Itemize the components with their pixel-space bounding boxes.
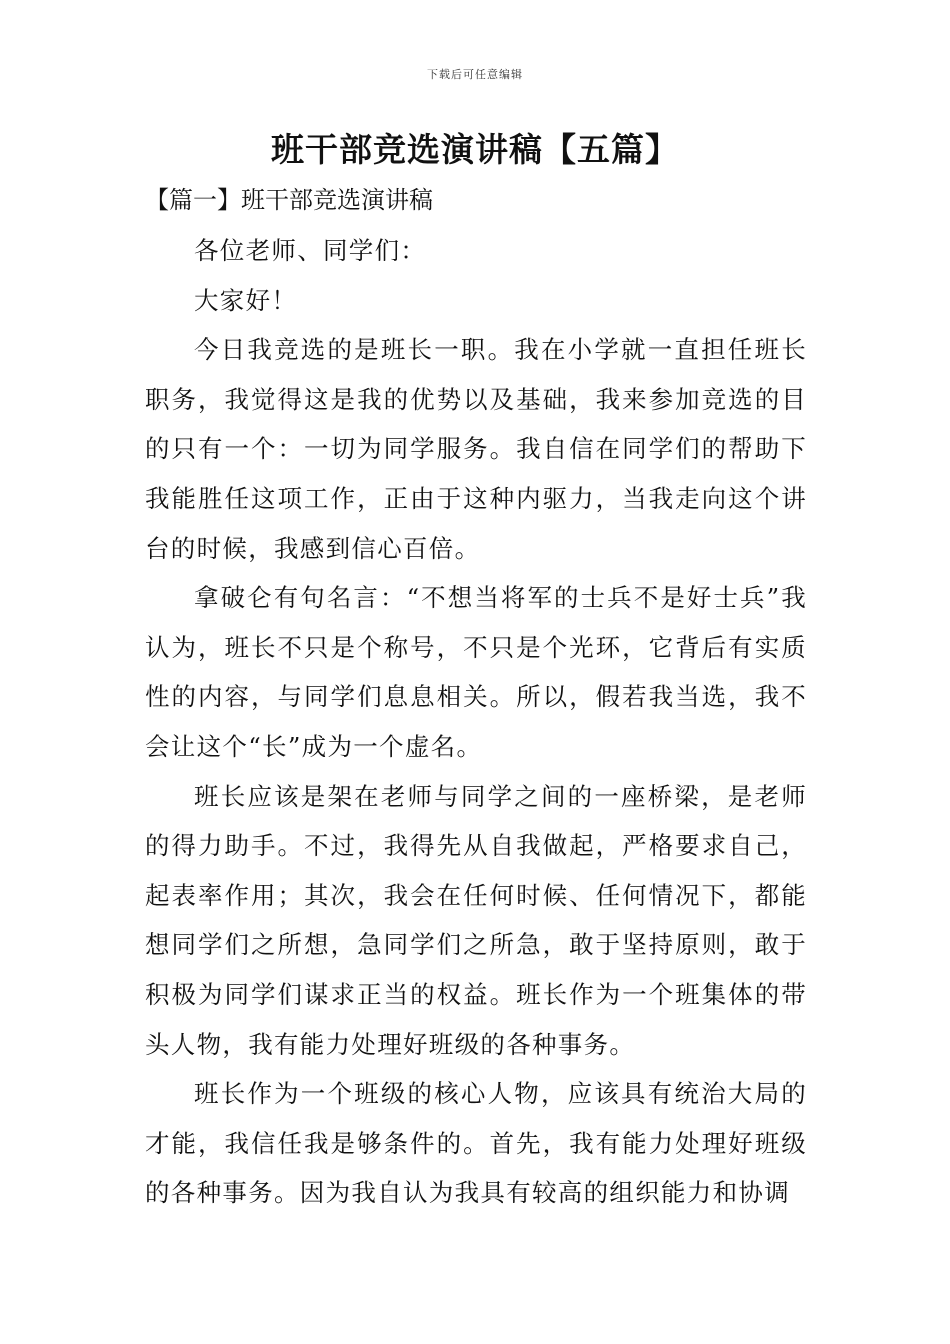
document-title: 班干部竞选演讲稿【五篇】 <box>271 130 679 169</box>
header-note: 下载后可任意编辑 <box>427 68 523 81</box>
paragraph: 班长作为一个班级的核心人物，应该具有统治大局的才能，我信任我是够条件的。首先，我有能力处理好班级的各种事务。因为我自认为我具有较高的组织能力和协调 <box>145 1079 807 1208</box>
section-heading: 【篇一】班干部竞选演讲稿 <box>145 186 433 214</box>
paragraph: 拿破仑有句名言：“不想当将军的士兵不是好士兵”我认为，班长不只是个称号，不只是个光环，它背后有实质性的内容，与同学们息息相关。所以，假若我当选，我不会让这个“长”成为一个虚名。 <box>145 583 807 761</box>
body-text <box>145 226 807 1218</box>
paragraph: 今日我竞选的是班长一职。我在小学就一直担任班长职务，我觉得这是我的优势以及基础，我来参加竞选的目的只有一个：一切为同学服务。我自信在同学们的帮助下我能胜任这项工作，正由于这种内驱力，当我走向这个讲台的时候，我感到信心百倍。 <box>145 335 807 563</box>
paragraph-greeting: 各位老师、同学们： <box>194 236 427 265</box>
paragraph-hello: 大家好！ <box>194 285 298 315</box>
paragraph: 班长应该是架在老师与同学之间的一座桥梁，是老师的得力助手。不过，我得先从自我做起，严格要求自己，起表率作用；其次，我会在任何时候、任何情况下，都能想同学们之所想，急同学们之所急，敢于坚持原则，敢于积极为同学们谋求正当的权益。班长作为一个班集体的带头人物，我有能力处理好班级的各种事务。 <box>145 781 807 1059</box>
